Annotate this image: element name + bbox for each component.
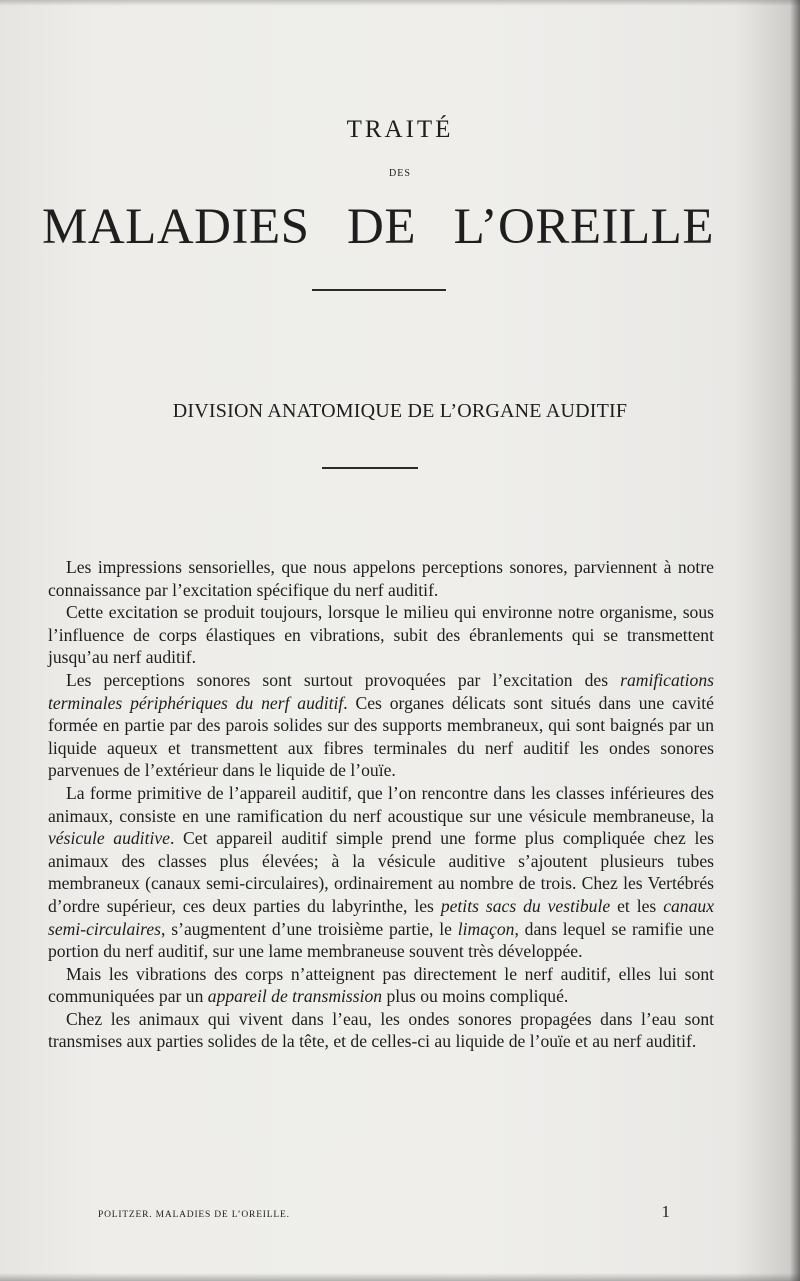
running-footer: POLITZER. MALADIES DE L’OREILLE. <box>98 1210 290 1220</box>
page-number: 1 <box>661 1202 670 1221</box>
body-text <box>48 556 714 1053</box>
text-run: , s’augmentent d’une troisième partie, le <box>161 918 458 939</box>
title-divider-rule <box>312 289 446 291</box>
text-run: . Cet appareil auditif simple prend une forme plus compliquée chez les animaux des classes plus élevées; à la vésicule auditive s’ajoutent plusieurs tubes membraneux (canaux semi-circulaires), ordinairement au nombre de trois. Chez les Vertébrés d’ordre supérieur, ces deux parties du labyrinthe, les <box>48 828 714 916</box>
text-run: La forme primitive de l’appareil auditif, que l’on rencontre dans les classes inférieures des animaux, consiste en une ramification du nerf acoustique sur une vésicule membraneuse, la <box>48 782 714 826</box>
page-shadow-right <box>790 0 800 1281</box>
text-run: Chez les animaux qui vivent dans l’eau, les ondes sonores propagées dans l’eau sont transmises aux parties solides de la tête, et de celles-ci au liquide de l’ouïe et au nerf auditif. <box>48 1008 714 1052</box>
section-divider-rule <box>322 467 418 469</box>
title-traite: TRAITÉ <box>346 116 454 143</box>
text-run: . Ces organes délicats sont situés dans une cavité formée en partie par des parois solides sur des supports membraneux, qui sont baignés par un liquide aqueux et transmettent aux fibres terminales du nerf auditif les ondes sonores parvenues de l’extérieur dans le liquide de l’ouïe. <box>48 692 714 781</box>
italic-term: ramifications terminales périphériques du nerf auditif <box>48 669 714 713</box>
main-title-word: MALADIES <box>42 199 310 255</box>
body-paragraph <box>48 782 714 963</box>
text-run: et les <box>610 895 664 916</box>
body-paragraph <box>48 963 714 1008</box>
text-run: plus ou moins compliqué. <box>382 986 569 1007</box>
text-run: Les perceptions sonores sont surtout provoquées par l’excitation des <box>66 669 621 690</box>
body-paragraph <box>48 556 714 601</box>
page-shadow-top <box>0 0 800 6</box>
body-paragraph <box>48 1008 714 1053</box>
italic-term: appareil de transmission <box>207 986 383 1007</box>
main-title <box>42 192 714 262</box>
italic-term: petits sacs du vestibule <box>440 895 611 916</box>
body-paragraph <box>48 601 714 669</box>
page-footer <box>98 1202 670 1222</box>
italic-term: limaçon <box>457 918 515 939</box>
title-des: DES <box>389 168 411 179</box>
italic-term: canaux semi-circulaires <box>48 895 715 939</box>
main-title-word: L’OREILLE <box>453 199 714 255</box>
text-run: , dans lequel se ramifie une portion du nerf auditif, sur une lame membraneuse souvent très développée. <box>48 918 715 962</box>
main-title-word: DE <box>347 199 417 255</box>
body-paragraph <box>48 669 714 782</box>
page-shadow-bottom <box>0 1273 800 1281</box>
section-heading: DIVISION ANATOMIQUE DE L’ORGANE AUDITIF <box>172 400 628 422</box>
text-run: Les impressions sensorielles, que nous appelons perceptions sonores, parviennent à notre connaissance par l’excitation spécifique du nerf auditif. <box>48 557 714 600</box>
text-run: Mais les vibrations des corps n’atteignent pas directement le nerf auditif, elles lui sont communiquées par un <box>48 963 714 1007</box>
text-run: Cette excitation se produit toujours, lorsque le milieu qui environne notre organisme, sous l’influence de corps élastiques en vibrations, subit des ébranlements qui se transmettent jusqu’au nerf auditif. <box>48 602 714 668</box>
italic-term: vésicule auditive <box>48 828 170 849</box>
